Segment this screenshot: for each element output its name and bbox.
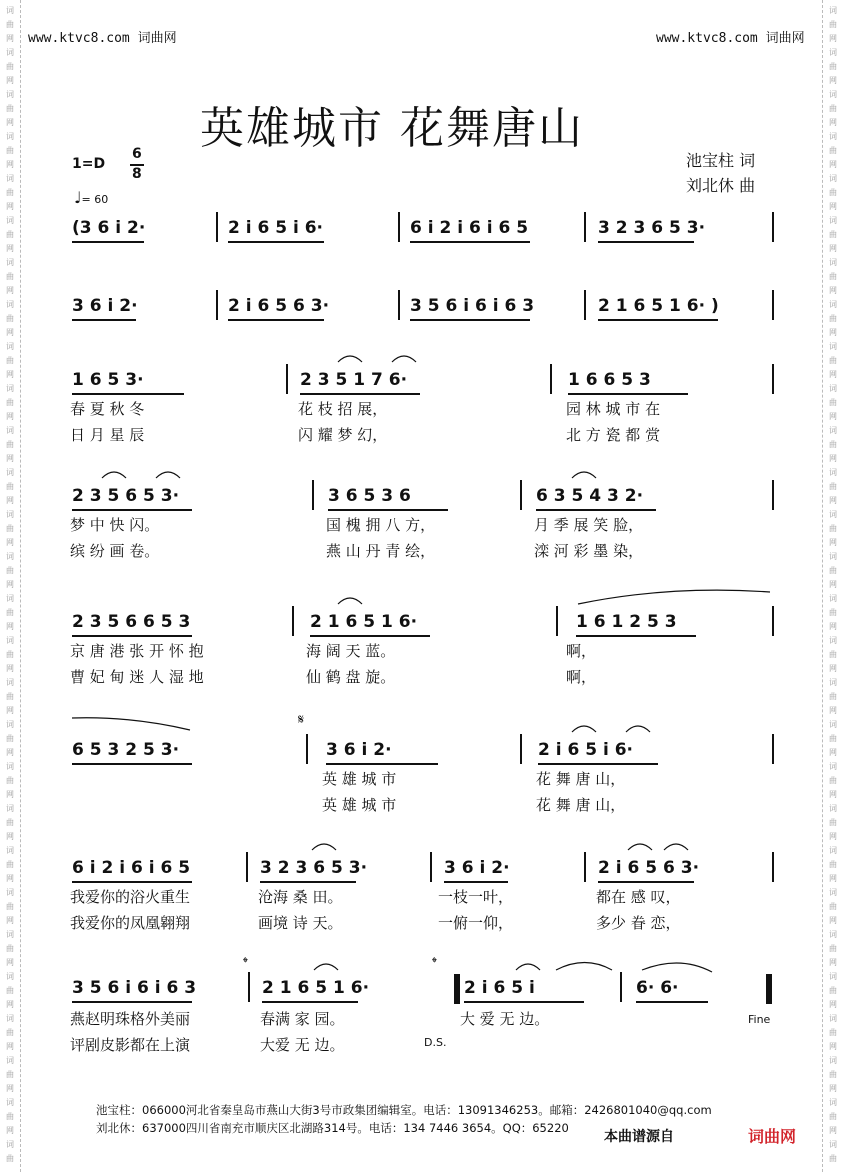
watermark-char: 曲 bbox=[829, 944, 837, 953]
watermark-char: 词 bbox=[829, 174, 837, 183]
watermark-char: 词 bbox=[6, 216, 14, 225]
watermark-char: 网 bbox=[6, 76, 14, 85]
watermark-char: 词 bbox=[6, 468, 14, 477]
watermark-char: 词 bbox=[829, 636, 837, 645]
watermark-char: 词 bbox=[6, 90, 14, 99]
measure-notes: (3 6 i 2· bbox=[72, 218, 146, 238]
lyric-text: 曹 妃 甸 迷 人 湿 地 bbox=[70, 668, 204, 686]
lyric-text: 我爱你的凤凰翱翔 bbox=[70, 914, 191, 932]
watermark-char: 曲 bbox=[829, 734, 837, 743]
watermark-char: 词 bbox=[829, 1098, 837, 1107]
watermark-char: 曲 bbox=[829, 20, 837, 29]
watermark-char: 词 bbox=[6, 426, 14, 435]
watermark-char: 词 bbox=[829, 1140, 837, 1149]
watermark-char: 曲 bbox=[829, 902, 837, 911]
slur bbox=[572, 472, 596, 478]
watermark-char: 词 bbox=[829, 510, 837, 519]
watermark-char: 曲 bbox=[829, 1070, 837, 1079]
lyric-text: 闪 耀 梦 幻， bbox=[298, 426, 388, 444]
measure-notes: 2 1 6 5 1 6· bbox=[262, 978, 370, 998]
watermark-char: 词 bbox=[6, 762, 14, 771]
lyric-text: 日 月 星 辰 bbox=[70, 426, 145, 444]
lyric-text: 英 雄 城 市 bbox=[322, 770, 397, 788]
watermark-char: 网 bbox=[829, 874, 837, 883]
watermark-char: 曲 bbox=[829, 230, 837, 239]
watermark-char: 词 bbox=[829, 762, 837, 771]
lyric-text: 画境 诗 天。 bbox=[258, 914, 343, 932]
lyric-text: 都在 感 叹， bbox=[596, 888, 681, 906]
watermark-char: 曲 bbox=[829, 440, 837, 449]
watermark-char: 词 bbox=[6, 1056, 14, 1065]
watermark-char: 网 bbox=[829, 34, 837, 43]
lyric-text: 花 枝 招 展， bbox=[298, 400, 388, 418]
measure-notes: 2 3 5 6 6 5 3 bbox=[72, 612, 191, 632]
slur bbox=[156, 472, 180, 478]
measure-notes: 2 1 6 5 1 6· ) bbox=[598, 296, 719, 316]
watermark-char: 词 bbox=[829, 384, 837, 393]
watermark-char: 词 bbox=[6, 1098, 14, 1107]
watermark-char: 词 bbox=[829, 972, 837, 981]
measure-notes: 1 6 5 3· bbox=[72, 370, 144, 390]
watermark-char: 网 bbox=[6, 1042, 14, 1051]
watermark-char: 词 bbox=[829, 888, 837, 897]
watermark-char: 曲 bbox=[829, 986, 837, 995]
watermark-char: 词 bbox=[829, 90, 837, 99]
measure-notes: 2 3 5 6 5 3· bbox=[72, 486, 180, 506]
watermark-char: 网 bbox=[829, 1000, 837, 1009]
measure-notes: 1 6 1 2 5 3 bbox=[576, 612, 677, 632]
lyric-text: 评剧皮影都在上演 bbox=[70, 1036, 191, 1054]
watermark-char: 网 bbox=[829, 958, 837, 967]
watermark-char: 网 bbox=[829, 160, 837, 169]
watermark-char: 网 bbox=[6, 748, 14, 757]
watermark-char: 曲 bbox=[6, 860, 14, 869]
lyric-text: 燕赵明珠格外美丽 bbox=[70, 1010, 191, 1028]
lyric-text: 北 方 瓷 都 赏 bbox=[566, 426, 661, 444]
watermark-char: 网 bbox=[829, 370, 837, 379]
watermark-char: 曲 bbox=[6, 1112, 14, 1121]
watermark-char: 曲 bbox=[829, 1028, 837, 1037]
watermark-char: 网 bbox=[6, 328, 14, 337]
watermark-char: 曲 bbox=[6, 566, 14, 575]
measure-notes: 6 i 2 i 6 i 6 5 bbox=[410, 218, 529, 238]
watermark-char: 曲 bbox=[6, 356, 14, 365]
watermark-char: 曲 bbox=[6, 776, 14, 785]
coda-sign-1: 𝄌 bbox=[243, 955, 248, 971]
watermark-char: 网 bbox=[829, 286, 837, 295]
watermark-char: 词 bbox=[829, 258, 837, 267]
footer-brand[interactable]: 词曲网 bbox=[748, 1127, 797, 1146]
measure-notes: 2 i 6 5 i bbox=[464, 978, 535, 998]
watermark-char: 网 bbox=[6, 580, 14, 589]
measure-notes: 6 5 3 2 5 3· bbox=[72, 740, 180, 760]
watermark-char: 词 bbox=[829, 1014, 837, 1023]
slur bbox=[664, 844, 688, 850]
watermark-char: 词 bbox=[6, 48, 14, 57]
watermark-char: 网 bbox=[829, 580, 837, 589]
measure-notes: 2 i 6 5 6 3· bbox=[598, 858, 700, 878]
measure-notes: 2 3 5 1 7 6· bbox=[300, 370, 408, 390]
watermark-char: 网 bbox=[829, 412, 837, 421]
watermark-char: 曲 bbox=[829, 104, 837, 113]
slur bbox=[72, 718, 190, 730]
watermark-char: 网 bbox=[829, 454, 837, 463]
watermark-char: 网 bbox=[829, 622, 837, 631]
watermark-char: 网 bbox=[6, 664, 14, 673]
watermark-char: 曲 bbox=[6, 188, 14, 197]
lyric-text: 大 爱 无 边。 bbox=[460, 1010, 550, 1028]
tempo-marking: ♩= 60 bbox=[74, 188, 109, 207]
footer-contact-1: 池宝柱：066000河北省秦皇岛市燕山大街3号市政集团编辑室。电话：13091346253。邮箱：2426801040@qq.com bbox=[96, 1103, 712, 1117]
watermark-char: 词 bbox=[829, 594, 837, 603]
watermark-char: 词 bbox=[829, 342, 837, 351]
watermark-char: 网 bbox=[6, 412, 14, 421]
watermark-char: 网 bbox=[6, 244, 14, 253]
watermark-char: 曲 bbox=[6, 272, 14, 281]
watermark-char: 网 bbox=[829, 832, 837, 841]
segno-sign: 𝄋 bbox=[298, 712, 305, 728]
watermark-char: 网 bbox=[829, 496, 837, 505]
lyric-text: 一俯一仰， bbox=[438, 914, 514, 932]
watermark-char: 网 bbox=[6, 706, 14, 715]
watermark-char: 词 bbox=[829, 930, 837, 939]
watermark-char: 曲 bbox=[6, 146, 14, 155]
slur bbox=[338, 356, 362, 362]
watermark-char: 网 bbox=[829, 118, 837, 127]
watermark-char: 曲 bbox=[829, 524, 837, 533]
lyricist: 池宝柱 词 bbox=[686, 151, 756, 170]
watermark-char: 网 bbox=[6, 958, 14, 967]
watermark-char: 曲 bbox=[6, 608, 14, 617]
watermark-char: 词 bbox=[829, 1056, 837, 1065]
watermark-char: 词 bbox=[829, 720, 837, 729]
watermark-char: 曲 bbox=[829, 314, 837, 323]
watermark-char: 网 bbox=[6, 202, 14, 211]
slur bbox=[642, 963, 712, 972]
watermark-char: 网 bbox=[6, 874, 14, 883]
coda-sign-2: 𝄌 bbox=[432, 955, 437, 971]
watermark-char: 曲 bbox=[6, 398, 14, 407]
watermark-char: 网 bbox=[829, 790, 837, 799]
watermark-char: 曲 bbox=[6, 62, 14, 71]
watermark-char: 词 bbox=[6, 594, 14, 603]
time-signature-top: 6 bbox=[132, 146, 142, 162]
lyric-text: 花 舞 唐 山， bbox=[536, 770, 626, 788]
lyric-text: 多少 眷 恋， bbox=[596, 914, 681, 932]
watermark-char: 词 bbox=[6, 552, 14, 561]
watermark-char: 网 bbox=[6, 118, 14, 127]
lyric-text: 啊， bbox=[566, 668, 597, 686]
lyric-text: 国 槐 拥 八 方， bbox=[326, 516, 436, 534]
watermark-char: 词 bbox=[6, 258, 14, 267]
watermark-char: 词 bbox=[6, 1140, 14, 1149]
measure-notes: 3 6 i 2· bbox=[326, 740, 392, 760]
watermark-char: 词 bbox=[829, 846, 837, 855]
lyric-text: 大爱 无 边。 bbox=[260, 1036, 345, 1054]
watermark-char: 曲 bbox=[6, 524, 14, 533]
watermark-char: 词 bbox=[829, 48, 837, 57]
watermark-char: 曲 bbox=[829, 1112, 837, 1121]
watermark-char: 词 bbox=[6, 846, 14, 855]
watermark-char: 网 bbox=[6, 622, 14, 631]
watermark-char: 词 bbox=[6, 174, 14, 183]
watermark-char: 词 bbox=[6, 888, 14, 897]
watermark-char: 词 bbox=[6, 6, 14, 15]
measure-notes: 2 i 6 5 i 6· bbox=[538, 740, 634, 760]
quarter-note-icon: ♩ bbox=[74, 188, 82, 207]
watermark-char: 网 bbox=[829, 748, 837, 757]
watermark-char: 词 bbox=[829, 426, 837, 435]
measure-notes: 3 2 3 6 5 3· bbox=[598, 218, 706, 238]
watermark-char: 网 bbox=[6, 1000, 14, 1009]
watermark-char: 网 bbox=[6, 832, 14, 841]
lyric-text: 海 阔 天 蓝。 bbox=[306, 642, 396, 660]
watermark-char: 网 bbox=[6, 1084, 14, 1093]
slur bbox=[312, 844, 336, 850]
time-signature-bottom: 8 bbox=[132, 166, 142, 182]
lyric-text: 花 舞 唐 山， bbox=[536, 796, 626, 814]
watermark-char: 词 bbox=[6, 972, 14, 981]
watermark-char: 网 bbox=[6, 916, 14, 925]
watermark-char: 词 bbox=[6, 636, 14, 645]
watermark-char: 网 bbox=[6, 538, 14, 547]
watermark-char: 曲 bbox=[829, 272, 837, 281]
watermark-char: 曲 bbox=[6, 1028, 14, 1037]
watermark-char: 网 bbox=[829, 1126, 837, 1135]
watermark-char: 词 bbox=[829, 678, 837, 687]
lyric-text: 仙 鹤 盘 旋。 bbox=[306, 668, 396, 686]
watermark-char: 曲 bbox=[6, 440, 14, 449]
watermark-char: 网 bbox=[6, 790, 14, 799]
watermark-char: 曲 bbox=[6, 314, 14, 323]
measure-notes: 3 6 i 2· bbox=[444, 858, 510, 878]
watermark-char: 网 bbox=[6, 370, 14, 379]
watermark-char: 曲 bbox=[829, 62, 837, 71]
watermark-char: 曲 bbox=[6, 230, 14, 239]
watermark-char: 网 bbox=[829, 664, 837, 673]
slur bbox=[578, 590, 770, 604]
composer: 刘北休 曲 bbox=[686, 176, 756, 195]
lyric-text: 沧海 桑 田。 bbox=[258, 888, 343, 906]
watermark-char: 词 bbox=[6, 342, 14, 351]
watermark-char: 曲 bbox=[6, 1154, 14, 1163]
footer-contact-2: 刘北休：637000四川省南充市顺庆区北湖路314号。电话：134 7446 3654。QQ：65220 bbox=[96, 1121, 569, 1135]
watermark-char: 曲 bbox=[829, 398, 837, 407]
watermark-char: 曲 bbox=[6, 482, 14, 491]
measure-notes: 1 6 6 5 3 bbox=[568, 370, 651, 390]
measure-notes: 3 6 5 3 6 bbox=[328, 486, 411, 506]
watermark-char: 曲 bbox=[829, 146, 837, 155]
measure-notes: 2 1 6 5 1 6· bbox=[310, 612, 418, 632]
measure-notes: 2 i 6 5 i 6· bbox=[228, 218, 324, 238]
watermark-char: 词 bbox=[6, 678, 14, 687]
watermark-char: 词 bbox=[829, 552, 837, 561]
slur bbox=[572, 726, 596, 732]
lyric-text: 我爱你的浴火重生 bbox=[70, 888, 191, 906]
lyric-text: 滦 河 彩 墨 染， bbox=[534, 542, 644, 560]
measure-notes: 3 2 3 6 5 3· bbox=[260, 858, 368, 878]
measure-notes: 6· 6· bbox=[636, 978, 679, 998]
watermark-char: 网 bbox=[6, 160, 14, 169]
watermark-char: 网 bbox=[829, 706, 837, 715]
slur bbox=[338, 598, 362, 604]
watermark-char: 网 bbox=[6, 454, 14, 463]
slur bbox=[516, 964, 540, 970]
watermark-char: 词 bbox=[829, 468, 837, 477]
lyric-text: 一枝一叶， bbox=[438, 888, 514, 906]
watermark-char: 词 bbox=[829, 132, 837, 141]
lyric-text: 月 季 展 笑 脸， bbox=[534, 516, 644, 534]
slur bbox=[314, 964, 338, 970]
watermark-char: 曲 bbox=[829, 356, 837, 365]
watermark-char: 曲 bbox=[6, 1070, 14, 1079]
watermark-char: 曲 bbox=[829, 776, 837, 785]
watermark-char: 曲 bbox=[829, 482, 837, 491]
header-url-left[interactable]: www.ktvc8.com 词曲网 bbox=[28, 31, 177, 46]
watermark-char: 词 bbox=[829, 6, 837, 15]
slur bbox=[556, 963, 612, 971]
watermark-char: 曲 bbox=[829, 650, 837, 659]
watermark-char: 词 bbox=[6, 510, 14, 519]
key-signature: 1=D bbox=[72, 156, 106, 172]
watermark-char: 网 bbox=[829, 538, 837, 547]
watermark-char: 词 bbox=[6, 384, 14, 393]
header-url-right[interactable]: www.ktvc8.com 词曲网 bbox=[656, 31, 805, 46]
lyric-text: 春满 家 园。 bbox=[260, 1010, 345, 1028]
lyric-text: 京 唐 港 张 开 怀 抱 bbox=[70, 642, 204, 660]
measure-notes: 2 i 6 5 6 3· bbox=[228, 296, 330, 316]
watermark-char: 词 bbox=[6, 300, 14, 309]
watermark-char: 词 bbox=[6, 804, 14, 813]
measure-notes: 3 5 6 i 6 i 6 3 bbox=[410, 296, 535, 316]
watermark-char: 网 bbox=[829, 916, 837, 925]
watermark-char: 词 bbox=[829, 300, 837, 309]
slur bbox=[102, 472, 126, 478]
watermark-char: 网 bbox=[829, 1042, 837, 1051]
measure-notes: 6 i 2 i 6 i 6 5 bbox=[72, 858, 191, 878]
ds-marking: D.S. bbox=[424, 1036, 447, 1049]
watermark-char: 曲 bbox=[6, 692, 14, 701]
watermark-char: 曲 bbox=[6, 20, 14, 29]
watermark-char: 词 bbox=[6, 930, 14, 939]
watermark-char: 网 bbox=[6, 496, 14, 505]
watermark-char: 曲 bbox=[829, 818, 837, 827]
watermark-char: 曲 bbox=[829, 860, 837, 869]
watermark-char: 网 bbox=[829, 1084, 837, 1093]
watermark-char: 曲 bbox=[6, 944, 14, 953]
lyric-text: 春 夏 秋 冬 bbox=[70, 400, 145, 418]
watermark-char: 曲 bbox=[6, 734, 14, 743]
slur bbox=[628, 844, 652, 850]
watermark-char: 词 bbox=[6, 720, 14, 729]
watermark-char: 曲 bbox=[829, 1154, 837, 1163]
watermark-char: 曲 bbox=[6, 104, 14, 113]
measure-notes: 3 5 6 i 6 i 6 3 bbox=[72, 978, 197, 998]
song-title: 英雄城市 花舞唐山 bbox=[200, 103, 584, 154]
watermark-char: 网 bbox=[829, 202, 837, 211]
lyric-text: 梦 中 快 闪。 bbox=[70, 516, 160, 534]
watermark-char: 曲 bbox=[6, 650, 14, 659]
lyric-text: 啊， bbox=[566, 642, 597, 660]
watermark-char: 词 bbox=[6, 132, 14, 141]
watermark-char: 曲 bbox=[6, 818, 14, 827]
slur bbox=[392, 356, 416, 362]
watermark-char: 网 bbox=[829, 76, 837, 85]
watermark-char: 网 bbox=[6, 34, 14, 43]
watermark-char: 网 bbox=[6, 286, 14, 295]
watermark-char: 曲 bbox=[6, 902, 14, 911]
lyric-text: 园 林 城 市 在 bbox=[566, 400, 661, 418]
slur bbox=[626, 726, 650, 732]
watermark-char: 曲 bbox=[829, 692, 837, 701]
lyric-text: 缤 纷 画 卷。 bbox=[70, 542, 160, 560]
footer-source: 本曲谱源自 bbox=[604, 1129, 674, 1145]
lyric-text: 燕 山 丹 青 绘， bbox=[326, 542, 436, 560]
watermark-char: 网 bbox=[829, 244, 837, 253]
watermark-char: 词 bbox=[829, 216, 837, 225]
watermark-char: 曲 bbox=[829, 188, 837, 197]
watermark-char: 曲 bbox=[829, 608, 837, 617]
measure-notes: 6 3 5 4 3 2· bbox=[536, 486, 644, 506]
watermark-char: 曲 bbox=[829, 566, 837, 575]
watermark-char: 网 bbox=[6, 1126, 14, 1135]
lyric-text: 英 雄 城 市 bbox=[322, 796, 397, 814]
watermark-char: 网 bbox=[829, 328, 837, 337]
fine-marking: Fine bbox=[748, 1013, 771, 1026]
watermark-char: 曲 bbox=[6, 986, 14, 995]
watermark-char: 词 bbox=[829, 804, 837, 813]
watermark-char: 词 bbox=[6, 1014, 14, 1023]
measure-notes: 3 6 i 2· bbox=[72, 296, 138, 316]
